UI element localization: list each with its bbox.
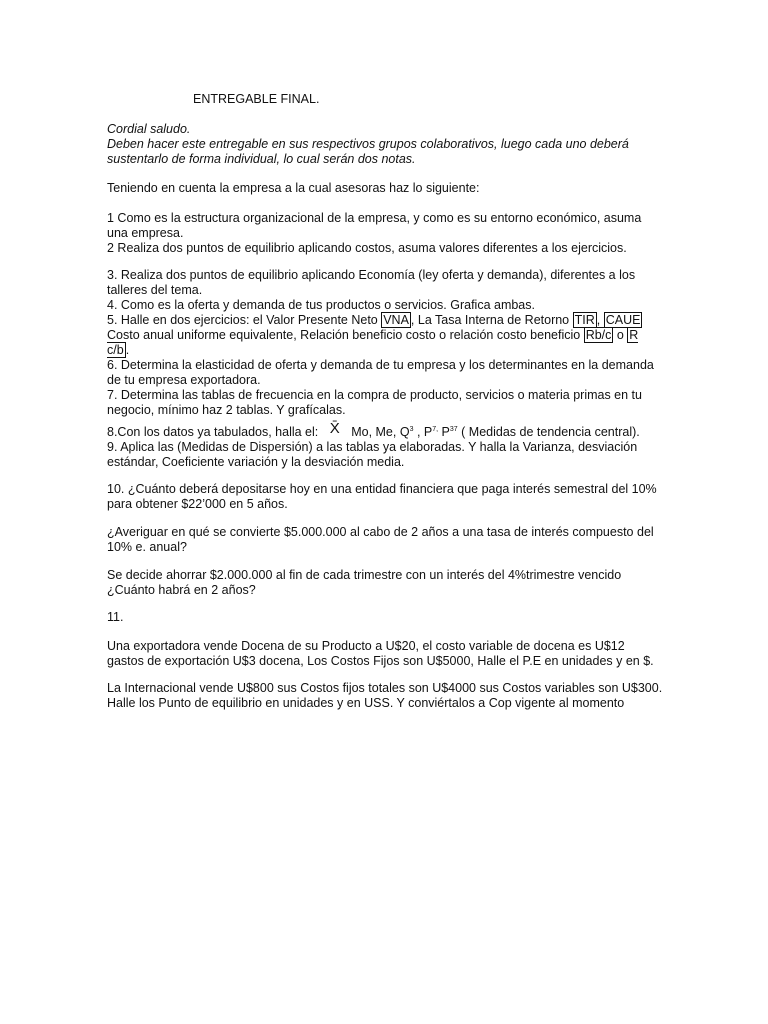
greeting-text: Cordial saludo. xyxy=(107,122,191,136)
context-section xyxy=(107,181,663,196)
q-superscript: 3 xyxy=(409,426,414,433)
items-8-9 xyxy=(107,420,663,470)
p-superscript-2: 37 xyxy=(449,426,458,433)
rbc-box: Rb/c xyxy=(585,328,612,342)
item-6: 6. Determina la elasticidad de oferta y demanda de tu empresa y los determinantes en la demanda de tu empresa exportadora. xyxy=(107,358,654,387)
problem-a-section xyxy=(107,639,663,669)
tir-box: TIR xyxy=(574,313,595,327)
item-5-text-5: o xyxy=(613,328,628,342)
question-a: ¿Averiguar en qué se convierte $5.000.000 al cabo de 2 años a una tasa de interés compuesto del 10% e. anual? xyxy=(107,525,654,554)
p-superscript-1: 7, xyxy=(432,426,439,433)
item-5-text-6: . xyxy=(125,343,130,357)
item-11-section xyxy=(107,610,663,625)
item-8-text-1: 8.Con los datos ya tabulados, halla el: xyxy=(107,425,322,439)
item-8-text-4: P xyxy=(438,425,450,439)
items-3-7 xyxy=(107,268,663,418)
question-b: Se decide ahorrar $2.000.000 al fin de cada trimestre con un interés del 4%trimestre vencido ¿Cuánto habrá en 2 años? xyxy=(107,568,622,597)
caue-box: CAUE xyxy=(605,313,641,327)
item-5-text-1: 5. Halle en dos ejercicios: el Valor Presente Neto xyxy=(107,313,382,327)
vna-box: VNA xyxy=(383,313,409,327)
items-1-2 xyxy=(107,211,663,256)
item-2: 2 Realiza dos puntos de equilibrio aplicando costos, asuma valores diferentes a los ejercicios. xyxy=(107,241,627,255)
item-10-section xyxy=(107,482,663,512)
problem-b: La Internacional vende U$800 sus Costos fijos totales son U$4000 sus Costos variables son U$300. Halle los Punto de equilibrio en unidades y en USS. Y conviértalos a Cop vigente al momento xyxy=(107,681,663,710)
item-5-text-3: , xyxy=(596,313,604,327)
item-8-text-5: ( Medidas de tendencia central). xyxy=(457,425,640,439)
item-4: 4. Como es la oferta y demanda de tus productos o servicios. Grafica ambas. xyxy=(107,298,535,312)
problem-b-section xyxy=(107,681,663,711)
item-5 xyxy=(107,313,663,358)
item-5-text-4: Costo anual uniforme equivalente, Relación beneficio costo o relación costo beneficio xyxy=(107,328,584,342)
item-1: 1 Como es la estructura organizacional de la empresa, y como es su entorno económico, asuma una empresa. xyxy=(107,211,642,240)
question-b-section xyxy=(107,568,663,598)
greeting-section xyxy=(107,122,663,167)
problem-a: Una exportadora vende Docena de su Producto a U$20, el costo variable de docena es U$12 gastos de exportación U$3 docena, Los Costos Fijos son U$5000, Halle el P.E en unidades y en $. xyxy=(107,639,654,668)
item-8 xyxy=(107,420,663,440)
item-9: 9. Aplica las (Medidas de Dispersión) a las tablas ya elaboradas. Y halla la Varianza, desviación estándar, Coeficiente variación y la desviación media. xyxy=(107,440,638,469)
question-a-section xyxy=(107,525,663,555)
context-text: Teniendo en cuenta la empresa a la cual asesoras haz lo siguiente: xyxy=(107,181,480,195)
item-11: 11. xyxy=(107,610,124,624)
item-8-text-3: , P xyxy=(413,425,433,439)
intro-text: Deben hacer este entregable en sus respectivos grupos colaborativos, luego cada uno deberá sustentarlo de forma individual, lo cual serán dos notas. xyxy=(107,137,629,166)
document-title: ENTREGABLE FINAL. xyxy=(193,92,320,106)
item-10: 10. ¿Cuánto deberá depositarse hoy en una entidad financiera que paga interés semestral del 10% para obtener $22’000 en 5 años. xyxy=(107,482,657,511)
x-bar-symbol: X̄ xyxy=(329,420,340,437)
item-5-text-2: , La Tasa Interna de Retorno xyxy=(410,313,573,327)
rcb-box: R c/b xyxy=(107,328,639,357)
item-3: 3. Realiza dos puntos de equilibrio aplicando Economía (ley oferta y demanda), diferentes a los talleres del tema. xyxy=(107,268,636,297)
item-8-text-2: Mo, Me, Q xyxy=(347,425,410,439)
item-7: 7. Determina las tablas de frecuencia en la compra de producto, servicios o materia primas en tu negocio, mínimo haz 2 tablas. Y grafícalas. xyxy=(107,388,642,417)
